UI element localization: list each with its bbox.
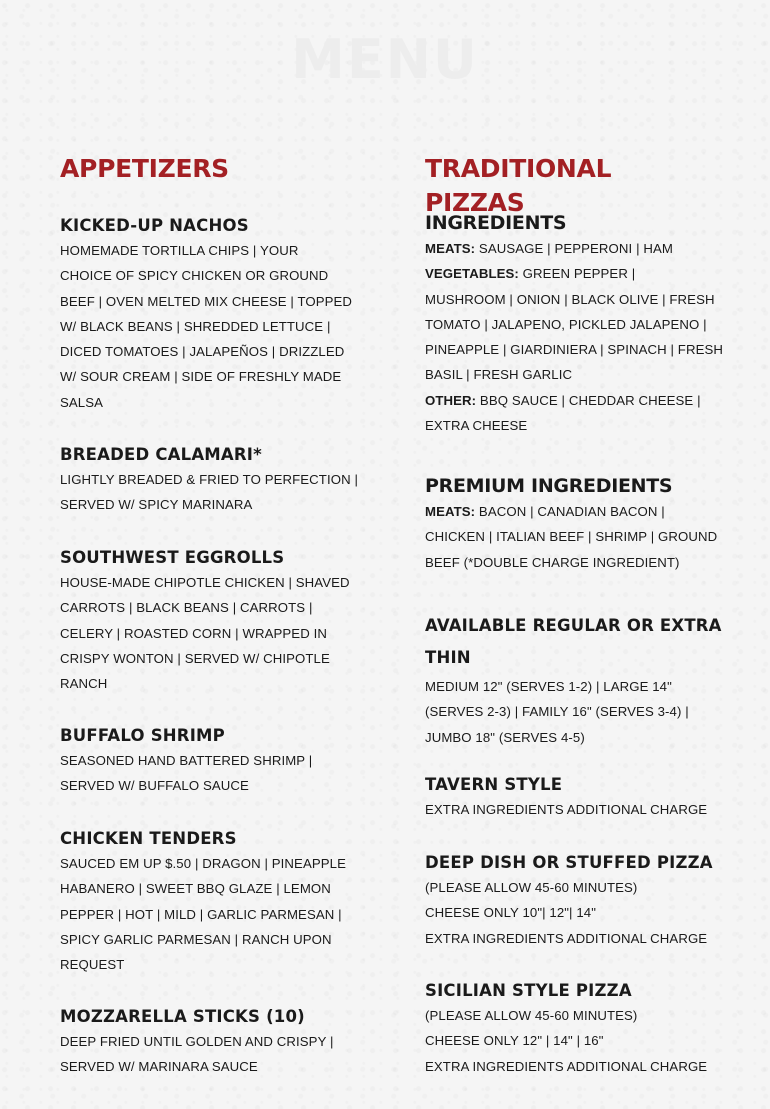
item-name: TAVERN STYLE bbox=[425, 775, 563, 794]
description-line: SERVED W/ BUFFALO SAUCE bbox=[60, 778, 249, 794]
item-name: MOZZARELLA STICKS (10) bbox=[60, 1007, 305, 1026]
sizes-block bbox=[425, 610, 725, 750]
menu-item-buffalo-shrimp bbox=[60, 724, 360, 799]
sizes-title bbox=[425, 610, 725, 674]
premium-ingredients-title: PREMIUM INGREDIENTS bbox=[425, 475, 673, 497]
description-line: W/ BLACK BEANS | SHREDDED LETTUCE | bbox=[60, 318, 331, 334]
description-line: SERVED W/ MARINARA SAUCE bbox=[60, 1059, 258, 1075]
item-description bbox=[60, 467, 360, 518]
description-line: SEASONED HAND BATTERED SHRIMP | bbox=[60, 753, 313, 768]
tavern-style-block bbox=[425, 773, 725, 822]
premium-ingredients-list bbox=[425, 499, 725, 575]
description-line: SPICY GARLIC PARMESAN | RANCH UPON bbox=[60, 931, 332, 947]
description-line: BEEF | OVEN MELTED MIX CHEESE | TOPPED bbox=[60, 293, 353, 309]
description-line: SERVED W/ SPICY MARINARA bbox=[60, 497, 253, 513]
description-line: TOMATO | JALAPENO, PICKLED JALAPENO | bbox=[425, 316, 707, 332]
description-line: CHICKEN | ITALIAN BEEF | SHRIMP | GROUND bbox=[425, 529, 718, 545]
item-description bbox=[425, 1003, 725, 1079]
pizzas-column bbox=[425, 152, 723, 1074]
deep-dish-block bbox=[425, 851, 725, 951]
meats-label: MEATS: bbox=[425, 241, 476, 256]
item-name: BUFFALO SHRIMP bbox=[60, 726, 225, 745]
description-line: DEEP FRIED UNTIL GOLDEN AND CRISPY | bbox=[60, 1034, 334, 1049]
item-description bbox=[425, 875, 725, 951]
title-line: THIN bbox=[425, 648, 471, 667]
description-line: SALSA bbox=[60, 394, 104, 410]
pizzas-title: TRADITIONAL PIZZAS bbox=[425, 154, 612, 217]
meats-text: SAUSAGE | PEPPERONI | HAM bbox=[475, 241, 673, 256]
description-line: HABANERO | SWEET BBQ GLAZE | LEMON bbox=[60, 881, 331, 897]
item-description bbox=[60, 238, 360, 415]
description-line: DICED TOMATOES | JALAPEÑOS | DRIZZLED bbox=[60, 344, 345, 360]
item-description bbox=[60, 570, 360, 696]
description-line: W/ SOUR CREAM | SIDE OF FRESHLY MADE bbox=[60, 369, 342, 385]
description-line: REQUEST bbox=[60, 957, 125, 973]
meats-text: BACON | CANADIAN BACON | bbox=[475, 504, 665, 519]
item-name: DEEP DISH OR STUFFED PIZZA bbox=[425, 853, 713, 872]
description-line: EXTRA INGREDIENTS ADDITIONAL CHARGE bbox=[425, 1058, 708, 1074]
ingredients-title: INGREDIENTS bbox=[425, 212, 567, 234]
item-description bbox=[425, 797, 725, 822]
item-description bbox=[60, 748, 360, 799]
description-line: CELERY | ROASTED CORN | WRAPPED IN bbox=[60, 625, 327, 641]
menu-watermark: MENU bbox=[291, 28, 479, 91]
item-description bbox=[60, 851, 360, 977]
sicilian-style-block bbox=[425, 979, 725, 1079]
other-text: BBQ SAUCE | CHEDDAR CHEESE | bbox=[476, 392, 701, 408]
description-line: MEDIUM 12" (SERVES 1-2) | LARGE 14" bbox=[425, 679, 672, 694]
ingredients-list bbox=[425, 236, 725, 438]
description-line: EXTRA INGREDIENTS ADDITIONAL CHARGE bbox=[425, 802, 708, 817]
vegetables-label: VEGETABLES: bbox=[425, 266, 519, 282]
description-line: (SERVES 2-3) | FAMILY 16" (SERVES 3-4) | bbox=[425, 704, 689, 720]
sizes-description bbox=[425, 674, 725, 750]
description-line: MUSHROOM | ONION | BLACK OLIVE | FRESH bbox=[425, 291, 715, 307]
description-line: CHOICE OF SPICY CHICKEN OR GROUND bbox=[60, 268, 329, 284]
description-line: EXTRA INGREDIENTS ADDITIONAL CHARGE bbox=[425, 930, 708, 946]
description-line: CHEESE ONLY 12" | 14" | 16" bbox=[425, 1033, 604, 1049]
item-description bbox=[60, 1029, 360, 1080]
description-line: CRISPY WONTON | SERVED W/ CHIPOTLE bbox=[60, 650, 330, 666]
description-line: CHEESE ONLY 10"| 12"| 14" bbox=[425, 905, 596, 921]
description-line: HOUSE-MADE CHIPOTLE CHICKEN | SHAVED bbox=[60, 575, 350, 590]
meats-line bbox=[425, 236, 725, 261]
appetizers-title: APPETIZERS bbox=[60, 154, 229, 183]
item-name: SICILIAN STYLE PIZZA bbox=[425, 981, 632, 1000]
description-line: EXTRA CHEESE bbox=[425, 418, 528, 434]
vegetables-text: GREEN PEPPER | bbox=[518, 266, 636, 282]
other-label: OTHER: bbox=[425, 392, 477, 408]
meats-label: MEATS: bbox=[425, 504, 476, 519]
menu-item-nachos bbox=[60, 214, 360, 415]
title-line: AVAILABLE REGULAR OR EXTRA bbox=[425, 616, 722, 635]
menu-item-eggrolls bbox=[60, 546, 360, 696]
item-name: KICKED-UP NACHOS bbox=[60, 216, 249, 235]
description-line: BEEF (*DOUBLE CHARGE INGREDIENT) bbox=[425, 554, 680, 570]
description-line: CARROTS | BLACK BEANS | CARROTS | bbox=[60, 600, 313, 616]
vegetables-line bbox=[425, 261, 725, 286]
description-line: PEPPER | HOT | MILD | GARLIC PARMESAN | bbox=[60, 906, 342, 922]
item-name: CHICKEN TENDERS bbox=[60, 829, 237, 848]
description-line: PINEAPPLE | GIARDINIERA | SPINACH | FRESH bbox=[425, 342, 723, 358]
description-line: RANCH bbox=[60, 676, 108, 692]
item-name: BREADED CALAMARI* bbox=[60, 445, 262, 464]
menu-item-chicken-tenders bbox=[60, 827, 360, 977]
premium-ingredients-block bbox=[425, 473, 725, 575]
premium-meats-line bbox=[425, 499, 725, 524]
appetizers-column bbox=[60, 152, 358, 1075]
item-name: SOUTHWEST EGGROLLS bbox=[60, 548, 285, 567]
menu-item-mozzarella-sticks bbox=[60, 1005, 360, 1080]
description-line: LIGHTLY BREADED & FRIED TO PERFECTION | bbox=[60, 472, 358, 487]
description-line: HOMEMADE TORTILLA CHIPS | YOUR bbox=[60, 243, 299, 258]
other-line bbox=[425, 388, 725, 413]
menu-item-calamari bbox=[60, 443, 360, 518]
ingredients-block bbox=[425, 210, 725, 438]
description-line: (PLEASE ALLOW 45-60 MINUTES) bbox=[425, 1008, 638, 1023]
description-line: (PLEASE ALLOW 45-60 MINUTES) bbox=[425, 880, 638, 895]
description-line: JUMBO 18" (SERVES 4-5) bbox=[425, 729, 585, 745]
description-line: BASIL | FRESH GARLIC bbox=[425, 367, 573, 383]
description-line: SAUCED EM UP $.50 | DRAGON | PINEAPPLE bbox=[60, 856, 346, 871]
